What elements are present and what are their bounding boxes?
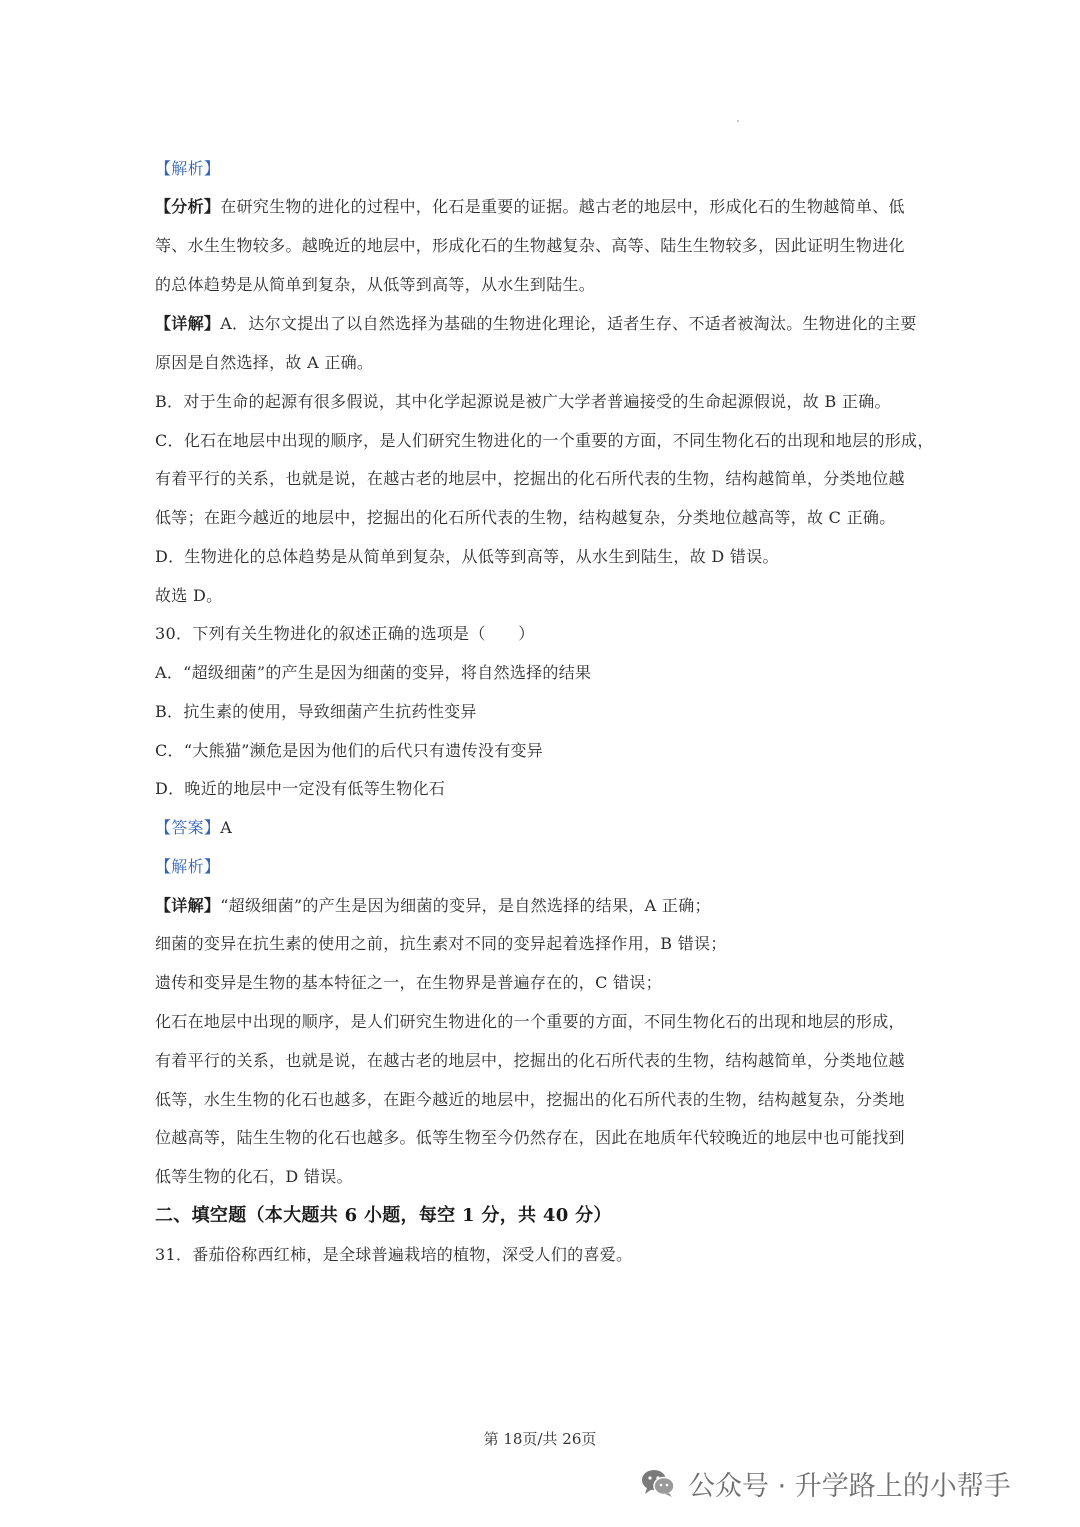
text-line	[155, 235, 970, 257]
line-text: 在研究生物的进化的过程中，化石是重要的证据。越古老的地层中，形成化石的生物越简单、低	[220, 197, 905, 216]
text-line	[155, 313, 970, 335]
speck	[737, 120, 739, 122]
page-number: 第 18页/共 26页	[483, 1430, 597, 1448]
line-text: 位越高等，陆生生物的化石也越多。低等生物至今仍然存在，因此在地质年代较晚近的地层中也可能找到	[155, 1128, 905, 1147]
line-text: 31．番茄俗称西红柿，是全球普遍栽培的植物，深受人们的喜爱。	[155, 1245, 633, 1264]
line-text: 有着平行的关系，也就是说，在越古老的地层中，挖掘出的化石所代表的生物，结构越简单，分类地位越	[155, 469, 905, 488]
line-text: B．对于生命的起源有很多假说，其中化学起源说是被广大学者普遍接受的生命起源假说，故 B 正确。	[155, 392, 891, 411]
text-line	[155, 817, 970, 839]
text-line	[155, 895, 970, 917]
line-text: 细菌的变异在抗生素的使用之前，抗生素对不同的变异起着选择作用，B 错误；	[155, 934, 727, 953]
label-tag: 【答案】	[155, 818, 221, 837]
text-line	[155, 740, 970, 762]
line-text: B．抗生素的使用，导致细菌产生抗药性变异	[155, 702, 477, 721]
text-line	[155, 778, 970, 800]
text-line	[155, 972, 970, 994]
text-line	[155, 468, 970, 490]
text-line	[155, 585, 970, 607]
line-text: A	[220, 818, 233, 837]
line-text: 低等，水生生物的化石也越多，在距今越近的地层中，挖掘出的化石所代表的生物，结构越复杂，分类地	[155, 1090, 905, 1109]
line-text: “超级细菌”的产生是因为细菌的变异，是自然选择的结果，A 正确；	[220, 896, 711, 915]
text-line	[155, 391, 970, 413]
line-text: 30．下列有关生物进化的叙述正确的选项是（ ）	[155, 624, 535, 643]
line-text: 化石在地层中出现的顺序，是人们研究生物进化的一个重要的方面，不同生物化石的出现和地层的形成，	[155, 1012, 905, 1031]
line-text: 等、水生生物较多。越晚近的地层中，形成化石的生物越复杂、高等、陆生生物较多，因此证明生物进化	[155, 236, 905, 255]
line-text: D．生物进化的总体趋势是从简单到复杂，从低等到高等，从水生到陆生，故 D 错误。	[155, 547, 779, 566]
line-text: 有着平行的关系，也就是说，在越古老的地层中，挖掘出的化石所代表的生物，结构越简单，分类地位越	[155, 1051, 905, 1070]
text-line	[155, 1011, 970, 1033]
text-line	[155, 701, 970, 723]
line-text: 故选 D。	[155, 586, 223, 605]
line-text: 低等生物的化石，D 错误。	[155, 1167, 353, 1186]
line-text: 低等；在距今越近的地层中，挖掘出的化石所代表的生物，结构越复杂，分类地位越高等，故 C 正确。	[155, 508, 896, 527]
label-tag: 【详解】	[155, 896, 221, 915]
text-line	[155, 274, 970, 296]
text-line	[155, 1244, 970, 1266]
text-line	[155, 507, 970, 529]
text-line	[155, 158, 970, 180]
text-line	[155, 856, 970, 878]
text-line	[155, 933, 970, 955]
wechat-icon	[640, 1467, 676, 1499]
label-tag: 【详解】	[155, 314, 221, 333]
label-tag: 【解析】	[155, 159, 221, 178]
text-line	[155, 546, 970, 568]
line-text: C．化石在地层中出现的顺序，是人们研究生物进化的一个重要的方面，不同生物化石的出现和地层的形成，	[155, 431, 934, 450]
section-heading	[155, 1205, 970, 1227]
line-text: D．晚近的地层中一定没有低等生物化石	[155, 779, 446, 798]
line-text: 遗传和变异是生物的基本特征之一，在生物界是普遍存在的，C 错误；	[155, 973, 662, 992]
line-text: 原因是自然选择，故 A 正确。	[155, 353, 374, 372]
text-line	[155, 1050, 970, 1072]
text-line	[155, 196, 970, 218]
text-line	[155, 1166, 970, 1188]
label-tag: 【解析】	[155, 857, 221, 876]
watermark	[640, 1463, 1011, 1503]
watermark-text: 公众号 · 升学路上的小帮手	[688, 1470, 1011, 1502]
line-text: 二、填空题（本大题共 6 小题，每空 1 分，共 40 分）	[155, 1205, 612, 1226]
text-line	[155, 352, 970, 374]
line-text: A．达尔文提出了以自然选择为基础的生物进化理论，适者生存、不适者被淘汰。生物进化的主要	[220, 314, 917, 333]
line-text: A．“超级细菌”的产生是因为细菌的变异，将自然选择的结果	[155, 663, 592, 682]
label-tag: 【分析】	[155, 197, 221, 216]
text-line	[155, 1127, 970, 1149]
line-text: 的总体趋势是从简单到复杂，从低等到高等，从水生到陆生。	[155, 275, 596, 294]
line-text: C．“大熊猫”濒危是因为他们的后代只有遗传没有变异	[155, 741, 544, 760]
text-line	[155, 1089, 970, 1111]
text-line	[155, 662, 970, 684]
text-line	[155, 623, 970, 645]
text-line	[155, 430, 970, 452]
